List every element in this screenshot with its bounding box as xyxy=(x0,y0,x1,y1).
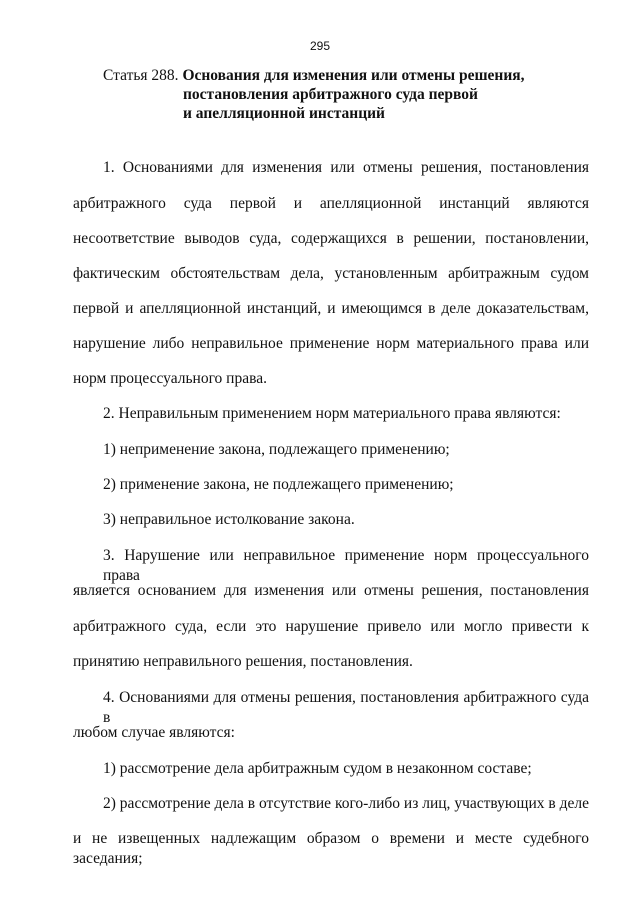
body-line: первой и апелляционной инстанций, и имеющимся в деле доказательствам, xyxy=(73,300,589,317)
article-title-line-2: постановления арбитражного суда первой xyxy=(183,86,478,103)
page-number: 295 xyxy=(309,39,331,53)
body-line: норм процессуального права. xyxy=(73,370,267,387)
body-line: арбитражного суда, если это нарушение привело или могло привести к xyxy=(73,618,589,635)
body-line: и не извещенных надлежащим образом о времени и месте судебного заседания; xyxy=(73,830,589,867)
article-label: Статья 288. xyxy=(103,67,179,84)
body-line: арбитражного суда первой и апелляционной инстанций являются xyxy=(73,195,589,212)
body-line: принятию неправильного решения, постановления. xyxy=(73,653,413,670)
body-line: 2. Неправильным применением норм материального права являются: xyxy=(103,405,561,422)
body-line: 1. Основаниями для изменения или отмены решения, постановления xyxy=(103,159,589,176)
body-line: несоответствие выводов суда, содержащихся в решении, постановлении, xyxy=(73,230,589,247)
body-line: нарушение либо неправильное применение норм материального права или xyxy=(73,335,589,352)
body-line: фактическим обстоятельствам дела, установленным арбитражным судом xyxy=(73,265,589,282)
article-title-line-1: Основания для изменения или отмены решения, xyxy=(182,67,525,84)
body-line: 4. Основаниями для отмены решения, постановления арбитражного суда в xyxy=(103,689,589,726)
body-line: 3. Нарушение или неправильное применение норм процессуального права xyxy=(103,547,589,584)
article-title-line-3: и апелляционной инстанций xyxy=(183,105,385,122)
body-line: 1) неприменение закона, подлежащего применению; xyxy=(103,441,450,458)
body-line: 2) рассмотрение дела в отсутствие кого-либо из лиц, участвующих в деле xyxy=(103,795,589,812)
body-line: любом случае являются: xyxy=(73,724,235,741)
body-line: является основанием для изменения или отмены решения, постановления xyxy=(73,582,589,599)
body-line: 2) применение закона, не подлежащего применению; xyxy=(103,476,454,493)
body-line: 1) рассмотрение дела арбитражным судом в незаконном составе; xyxy=(103,760,532,777)
article-heading xyxy=(103,66,583,123)
body-line: 3) неправильное истолкование закона. xyxy=(103,511,355,528)
